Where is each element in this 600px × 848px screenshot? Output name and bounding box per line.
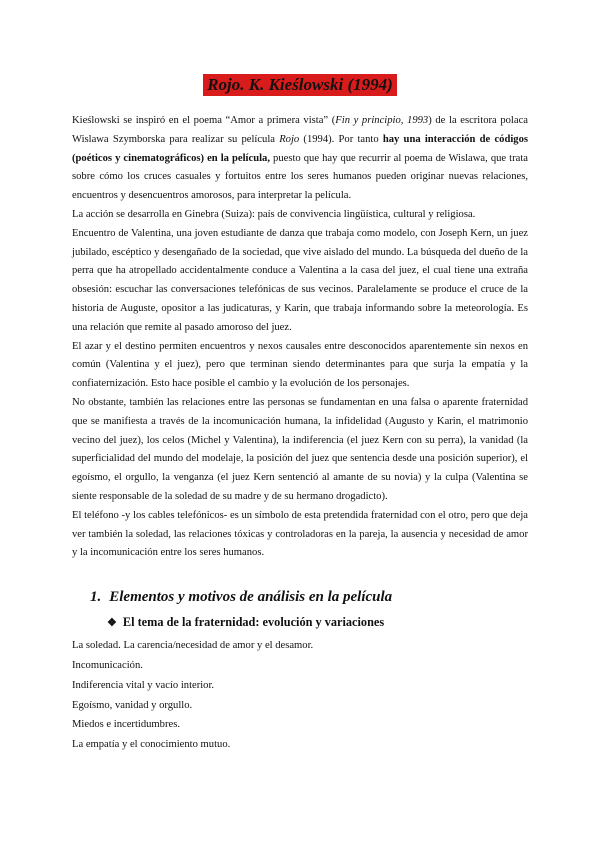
section-title: Elementos y motivos de análisis en la película <box>109 589 393 606</box>
intro-text: ) de la escritora polaca Wislawa Szymborska para realizar su película <box>72 115 528 145</box>
paragraph-telephone: El teléfono -y los cables telefónicos- es un símbolo de esta pretendida fraternidad con el otro, pero que deja ver también la soledad, las relaciones tóxicas y controladoras en la pareja, la ausencia y necesidad de amor y la incomunicación entre los seres humanos. <box>72 509 528 559</box>
intro-text: puesto que hay que recurrir al poema de Wislawa, que trata sobre cómo los cruces casuales y fortuitos entre los seres humanos pueden originar nuevas relaciones, encuentros y desencuentros amorosos, para interpretar la película. <box>72 152 528 202</box>
paragraph-plot: Encuentro de Valentina, una joven estudiante de danza que trabaja como modelo, con Joseph Kern, un juez jubilado, escéptico y desengañado de la sociedad, que vive aislado del mundo. La búsqueda del dueño de la perra que ha atropellado accidentalmente conduce a Valentina a la casa del juez, el cual tiene una extraña obsesión: escuchar las conversaciones telefónicas de sus vecinos. Paralelamente se produce el cruce de la historia de Auguste, opositor a las judicaturas, y Karin, que trabaja informando sobre la meteorología. Es una relación que remite al pasado amoroso del juez. <box>72 227 528 333</box>
list-item: Indiferencia vital y vacío interior. <box>72 679 215 691</box>
paragraph-chance: El azar y el destino permiten encuentros y nexos causales entre desconocidos aparentemente sin nexos en común (Valentina y el juez), pero que terminan siendo determinantes para que surja la empatía y la confiaternización. Esto hace posible el cambio y la evolución de los personajes. <box>72 340 528 390</box>
section-heading <box>90 587 528 607</box>
list-item: La soledad. La carencia/necesidad de amor y el desamor. <box>72 640 314 652</box>
poem-title: Fin y principio, 1993 <box>335 115 429 126</box>
list-item: Incomunicación. <box>72 659 143 671</box>
intro-text: (1994). Por tanto <box>299 133 383 145</box>
intro-text: Kieślowski se inspiró en el poema “Amor a primera vista” ( <box>72 115 336 126</box>
paragraph-intro <box>72 112 528 206</box>
paragraph-setting: La acción se desarrolla en Ginebra (Suiza): país de convivencia lingüística, cultural y religiosa. <box>72 208 476 220</box>
section-number: 1. <box>90 589 102 606</box>
subsection-title: El tema de la fraternidad: evolución y variaciones <box>122 615 385 630</box>
film-title: Rojo <box>279 133 300 145</box>
list-item: La empatía y el conocimiento mutuo. <box>72 739 231 751</box>
theme-list <box>72 636 528 755</box>
title-block <box>72 74 528 96</box>
list-item: Egoísmo, vanidad y orgullo. <box>72 699 193 711</box>
subsection-heading <box>107 613 528 632</box>
diamond-bullet-icon: ❖ <box>107 617 117 630</box>
document-title: Rojo. K. Kieślowski (1994) <box>203 74 397 96</box>
list-item: Miedos e incertidumbres. <box>72 719 180 731</box>
paragraph-relations: No obstante, también las relaciones entre las personas se fundamentan en una falsa o aparente fraternidad que se manifiesta a través de la incomunicación humana, la infidelidad (Augusto y Karin, el matrimonio vecino del juez), los celos (Michel y Valentina), la indiferencia (el juez Kern con su perra), la vanidad (la superficialidad del mundo del modelaje, la posición del juez que sentencia desde una posición superior), el egoísmo, el orgullo, la venganza (el juez Kern sentenció al amante de su novia) y la culpa (Valentina se siente responsable de la soledad de su madre y de su hermano drogadicto). <box>72 396 528 502</box>
document-body <box>72 74 528 755</box>
intro-emphasis: hay una interacción de códigos (poéticos y cinematográficos) en la película, <box>72 133 529 164</box>
